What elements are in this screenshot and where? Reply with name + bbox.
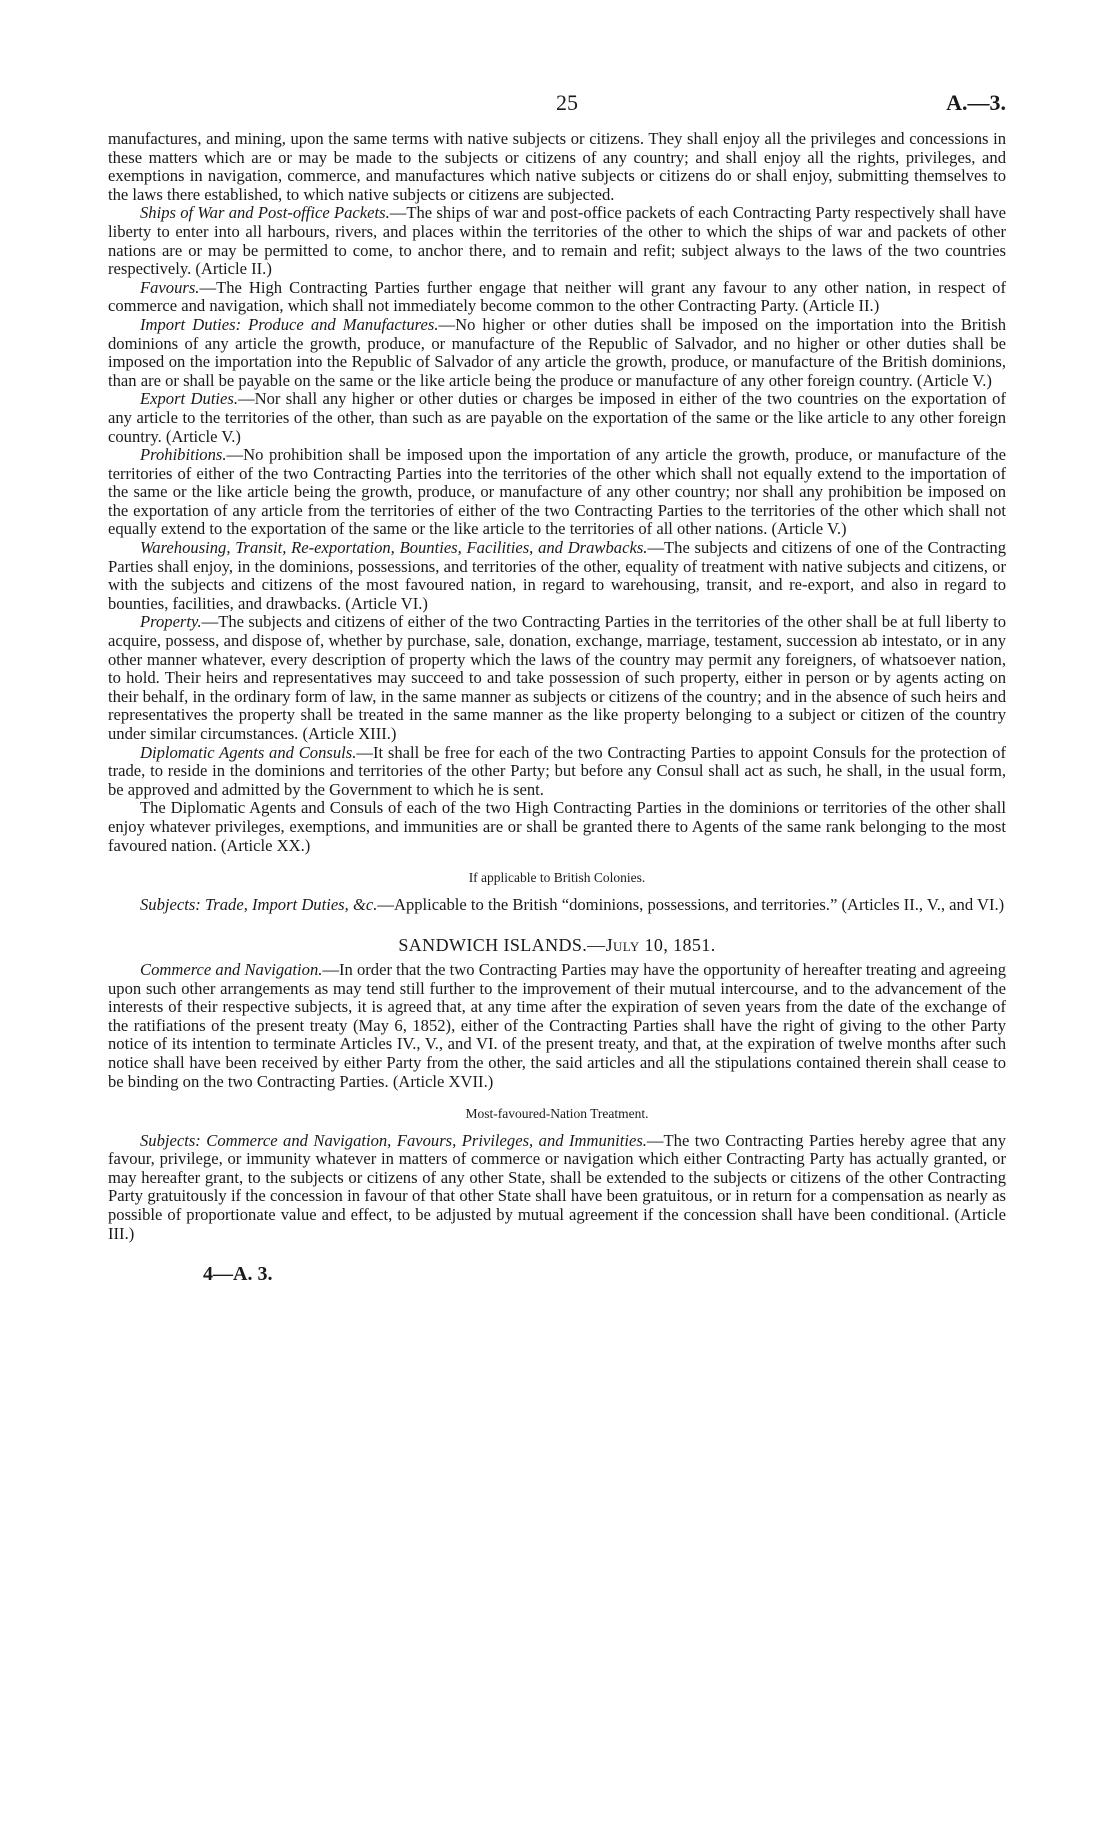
paragraph-diplomatic-privileges [108, 799, 1006, 855]
document-reference: A.—3. [946, 90, 1006, 115]
caption-most-favoured-nation: Most-favoured-Nation Treatment. [465, 1106, 649, 1122]
paragraph-heading: Commerce and Navigation. [140, 959, 323, 979]
paragraph-text: —Applicable to the British “dominions, possessions, and territories.” (Articles II., V., and VI.) [377, 894, 1005, 914]
paragraph-commerce-navigation [108, 961, 1006, 1091]
paragraph-heading: Export Duties. [140, 389, 239, 409]
paragraph-text: —No higher or other duties shall be imposed on the importation into the British dominions of any article the growth, produce, or manufacture of the Republic of Salvador, and no higher or other duties shall be imposed on the importation into the Republic of Salvador of any article the growth, produce, or manufacture of the British dominions, than are or shall be payable on the same or the like article being the produce or manufacture of any other foreign country. (Article V.) [108, 314, 1007, 390]
paragraph-property [108, 613, 1006, 743]
section-title-date: July 10, 1851. [605, 935, 716, 956]
paragraph-text: —The subjects and citizens of one of the Contracting Parties shall enjoy, in the dominions, possessions, and territories of the other, equality of treatment with native subjects and citizens, or with the subjects and citizens of the most favoured nation, in regard to warehousing, transit, and re-export, and also in regard to bounties, facilities, and drawbacks. (Article VI.) [108, 538, 1006, 613]
paragraph-heading: Ships of War and Post-office Packets. [140, 203, 390, 223]
caption-british-colonies: If applicable to British Colonies. [468, 870, 646, 886]
paragraph-text: —The High Contracting Parties further engage that neither will grant any favour to any other nation, in respect of commerce and navigation, which shall not immediately become common to the other Contracting Party. (Article II.) [108, 277, 1006, 316]
paragraph-text: —The two Contracting Parties hereby agree that any favour, privilege, or immunity whatever in matters of commerce or navigation which either Contracting Party has actually granted, or may hereafter grant, to the subjects or citizens of any other State, shall be extended to the subjects or citizens of the other Contracting Party gratuitously if the concession in favour of that other State shall have been gratuitous, or in return for a compensation as nearly as possible of proportionate value and effect, to be adjusted by mutual agreement if the concession shall have been conditional. (Article III.) [108, 1130, 1006, 1243]
paragraph-text: —Nor shall any higher or other duties or charges be imposed in either of the two countries on the exportation of any article to the territories of the other, than such as are payable on the exportation of the same or the like article to any other foreign country. (Article V.) [108, 389, 1006, 446]
paragraph-warehousing [108, 539, 1006, 613]
paragraph-heading: Property. [140, 612, 202, 632]
paragraph-prohibitions [108, 446, 1006, 539]
paragraph-heading: Favours. [140, 277, 200, 297]
paragraph-text: —In order that the two Contracting Parties may have the opportunity of hereafter treating and agreeing upon such other arrangements as may tend still further to the improvement of their mutual intercourse, and to the advancement of the interests of their respective subjects, it is agreed that, at any time after the expiration of seven years from the date of the exchange of the ratifiations of the present treaty (May 6, 1852), either of the Contracting Parties shall have the right of giving to the other Party notice of its intention to terminate Articles IV., V., and VI. of the present treaty, and that, at the expiration of twelve months after such notice shall have been received by either Party from the other, the said articles and all the stipulations contained therein shall cease to be binding on the two Contracting Parties. (Article XVII.) [108, 959, 1006, 1091]
paragraph-ships-of-war [108, 204, 1006, 278]
paragraph-heading: Diplomatic Agents and Consuls. [140, 742, 357, 762]
paragraph-text: The Diplomatic Agents and Consuls of each of the two High Contracting Parties in the dominions or territories of the other shall enjoy whatever privileges, exemptions, and immunities are or shall be granted there to Agents of the same rank belonging to the most favoured nation. (Article XX.) [108, 798, 1006, 855]
section-title-main: SANDWICH ISLANDS.— [398, 935, 606, 956]
section-title-sandwich-islands [108, 936, 1006, 955]
paragraph-text: manufactures, and mining, upon the same terms with native subjects or citizens. They shall enjoy all the privileges and concessions in these matters which are or may be made to the subjects or citizens of any country; and shall enjoy all the rights, privileges, and exemptions in navigation, commerce, and manufactures which native subjects or citizens do or shall enjoy, submitting themselves to the laws there established, to which native subjects or citizens are subjected. [108, 129, 1006, 204]
paragraph-text: —It shall be free for each of the two Contracting Parties to appoint Consuls for the protection of trade, to reside in the dominions and territories of the other Party; but before any Consul shall act as such, he shall, in the usual form, be approved and admitted by the Government to which he is sent. [108, 742, 1007, 799]
paragraph-continuation [108, 130, 1006, 204]
paragraph-text: —The subjects and citizens of either of the two Contracting Parties in the territories of the other shall be at full liberty to acquire, possess, and dispose of, whether by purchase, sale, donation, exchange, marriage, testament, succession ab intestato, or in any other manner whatever, every description of property which the laws of the country may permit any foreigners, of whatsoever nation, to hold. Their heirs and representatives may succeed to and take possession of such property, either in person or by agents acting on their behalf, in the ordinary form of law, in the same manner as subjects or citizens of the country; and in the absence of such heirs and representatives the property shall be treated in the same manner as the like property belonging to a subject or citizen of the country under similar circumstances. (Article XIII.) [108, 612, 1006, 743]
paragraph-export-duties [108, 390, 1006, 446]
paragraph-favours [108, 279, 1006, 316]
paragraph-heading: Subjects: Commerce and Navigation, Favours, Privileges, and Immunities. [140, 1130, 647, 1150]
paragraph-import-duties [108, 316, 1006, 390]
page-header [108, 90, 1006, 130]
paragraph-colonies-subjects [108, 896, 1006, 915]
paragraph-mfn-subjects [108, 1132, 1006, 1244]
paragraph-heading: Import Duties: Produce and Manufactures. [140, 314, 439, 334]
paragraph-text: —No prohibition shall be imposed upon the importation of any article the growth, produce, or manufacture of the territories of either of the two Contracting Parties into the territories of the other which shall not equally extend to the importation of the same or the like article being the growth, produce, or manufacture of any other country; nor shall any prohibition be imposed on the exportation of any article from the territories of either of the two Contracting Parties to the territories of the other which shall not equally extend to the exportation of the same or the like article to the territories of all other nations. (Article V.) [108, 445, 1006, 539]
paragraph-heading: Prohibitions. [140, 445, 227, 465]
paragraph-heading: Subjects: Trade, Import Duties, &c. [140, 894, 378, 914]
paragraph-diplomatic-agents [108, 744, 1006, 800]
printer-signature: 4—A. 3. [203, 1263, 273, 1286]
paragraph-text: —The ships of war and post-office packets of each Contracting Party respectively shall have liberty to enter into all harbours, rivers, and places within the territories of the other to which the ships of war and packets of other nations are or may be permitted to come, to anchor there, and to remain and refit; subject always to the laws of the two countries respectively. (Article II.) [108, 203, 1006, 279]
paragraph-heading: Warehousing, Transit, Re-exportation, Bounties, Facilities, and Drawbacks. [140, 538, 648, 558]
page-number: 25 [556, 90, 578, 115]
body-text [108, 130, 1006, 1243]
